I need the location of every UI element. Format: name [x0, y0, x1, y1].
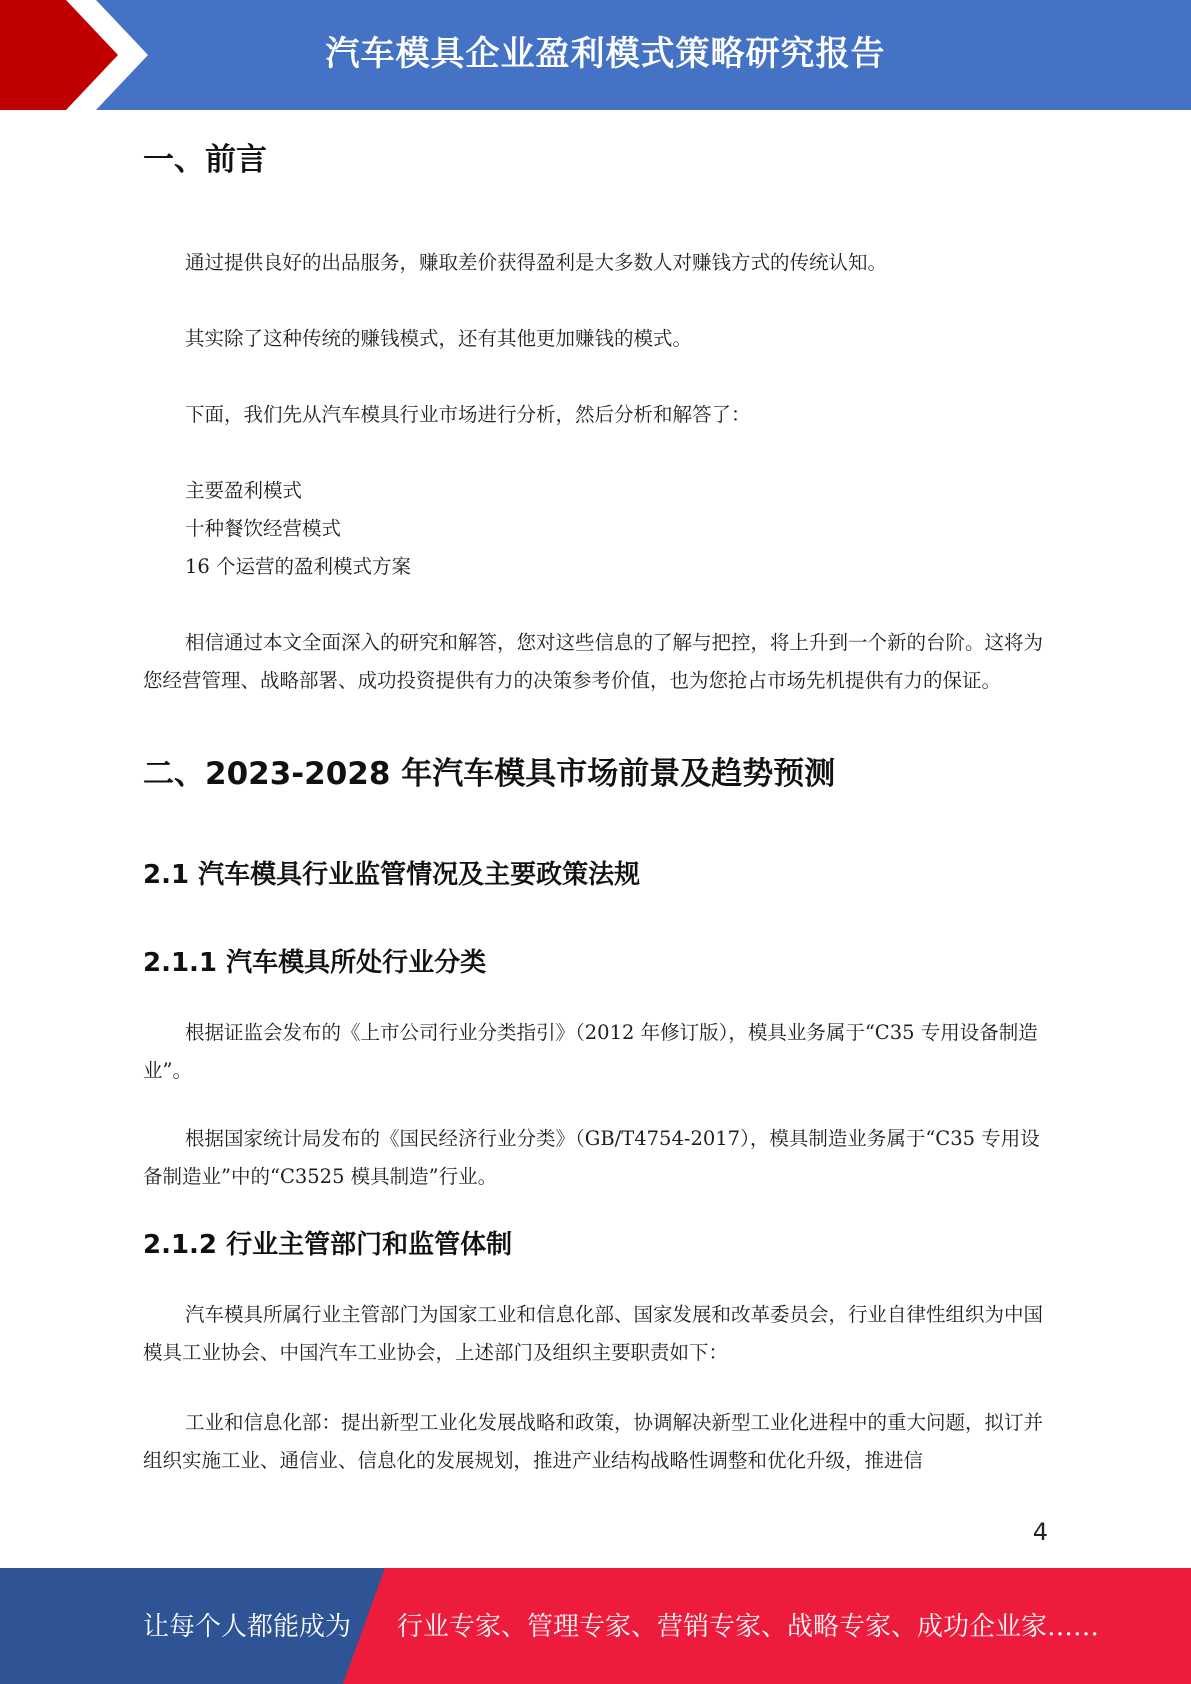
subsection-heading: 2.1 汽车模具行业监管情况及主要政策法规	[143, 860, 641, 890]
header-bar	[0, 0, 1191, 110]
document-body	[143, 138, 1048, 1480]
paragraph: 下面，我们先从汽车模具行业市场进行分析，然后分析和解答了：	[185, 403, 751, 426]
footer-banner	[0, 1568, 1191, 1684]
list-item: 16 个运营的盈利模式方案	[185, 555, 412, 578]
paragraph: 根据证监会发布的《上市公司行业分类指引》（2012 年修订版），模具业务属于“C35 专用设备制造业”。	[143, 1021, 1038, 1082]
subsection-heading: 2.1.1 汽车模具所处行业分类	[143, 948, 487, 978]
paragraph: 根据国家统计局发布的《国民经济行业分类》（GB/T4754-2017），模具制造业务属于“C35 专用设备制造业”中的“C3525 模具制造”行业。	[143, 1127, 1040, 1188]
topic-list	[143, 472, 1048, 586]
report-title: 汽车模具企业盈利模式策略研究报告	[325, 34, 886, 74]
list-item: 十种餐饮经营模式	[185, 517, 342, 540]
paragraph: 工业和信息化部：提出新型工业化发展战略和政策，协调解决新型工业化进程中的重大问题，拟订并组织实施工业、通信业、信息化的发展规划，推进产业结构战略性调整和优化升级，推进信	[143, 1411, 1044, 1472]
footer-slogan-left: 让每个人都能成为	[143, 1612, 352, 1642]
subsection-heading: 2.1.2 行业主管部门和监管体制	[143, 1230, 513, 1260]
paragraph: 其实除了这种传统的赚钱模式，还有其他更加赚钱的模式。	[185, 327, 693, 350]
paragraph: 通过提供良好的出品服务，赚取差价获得盈利是大多数人对赚钱方式的传统认知。	[185, 251, 888, 274]
footer-slogan-right: 行业专家、管理专家、营销专家、战略专家、成功企业家……	[397, 1612, 1100, 1642]
page-number: 4	[1032, 1518, 1048, 1546]
paragraph: 相信通过本文全面深入的研究和解答，您对这些信息的了解与把控，将上升到一个新的台阶。这将为您经营管理、战略部署、成功投资提供有力的决策参考价值，也为您抢占市场先机提供有力的保证。	[143, 631, 1044, 692]
section-heading-preface: 一、前言	[143, 142, 267, 178]
section-heading-forecast: 二、2023-2028 年汽车模具市场前景及趋势预测	[143, 756, 836, 792]
list-item: 主要盈利模式	[185, 479, 303, 502]
paragraph: 汽车模具所属行业主管部门为国家工业和信息化部、国家发展和改革委员会，行业自律性组织为中国模具工业协会、中国汽车工业协会，上述部门及组织主要职责如下：	[143, 1303, 1044, 1364]
